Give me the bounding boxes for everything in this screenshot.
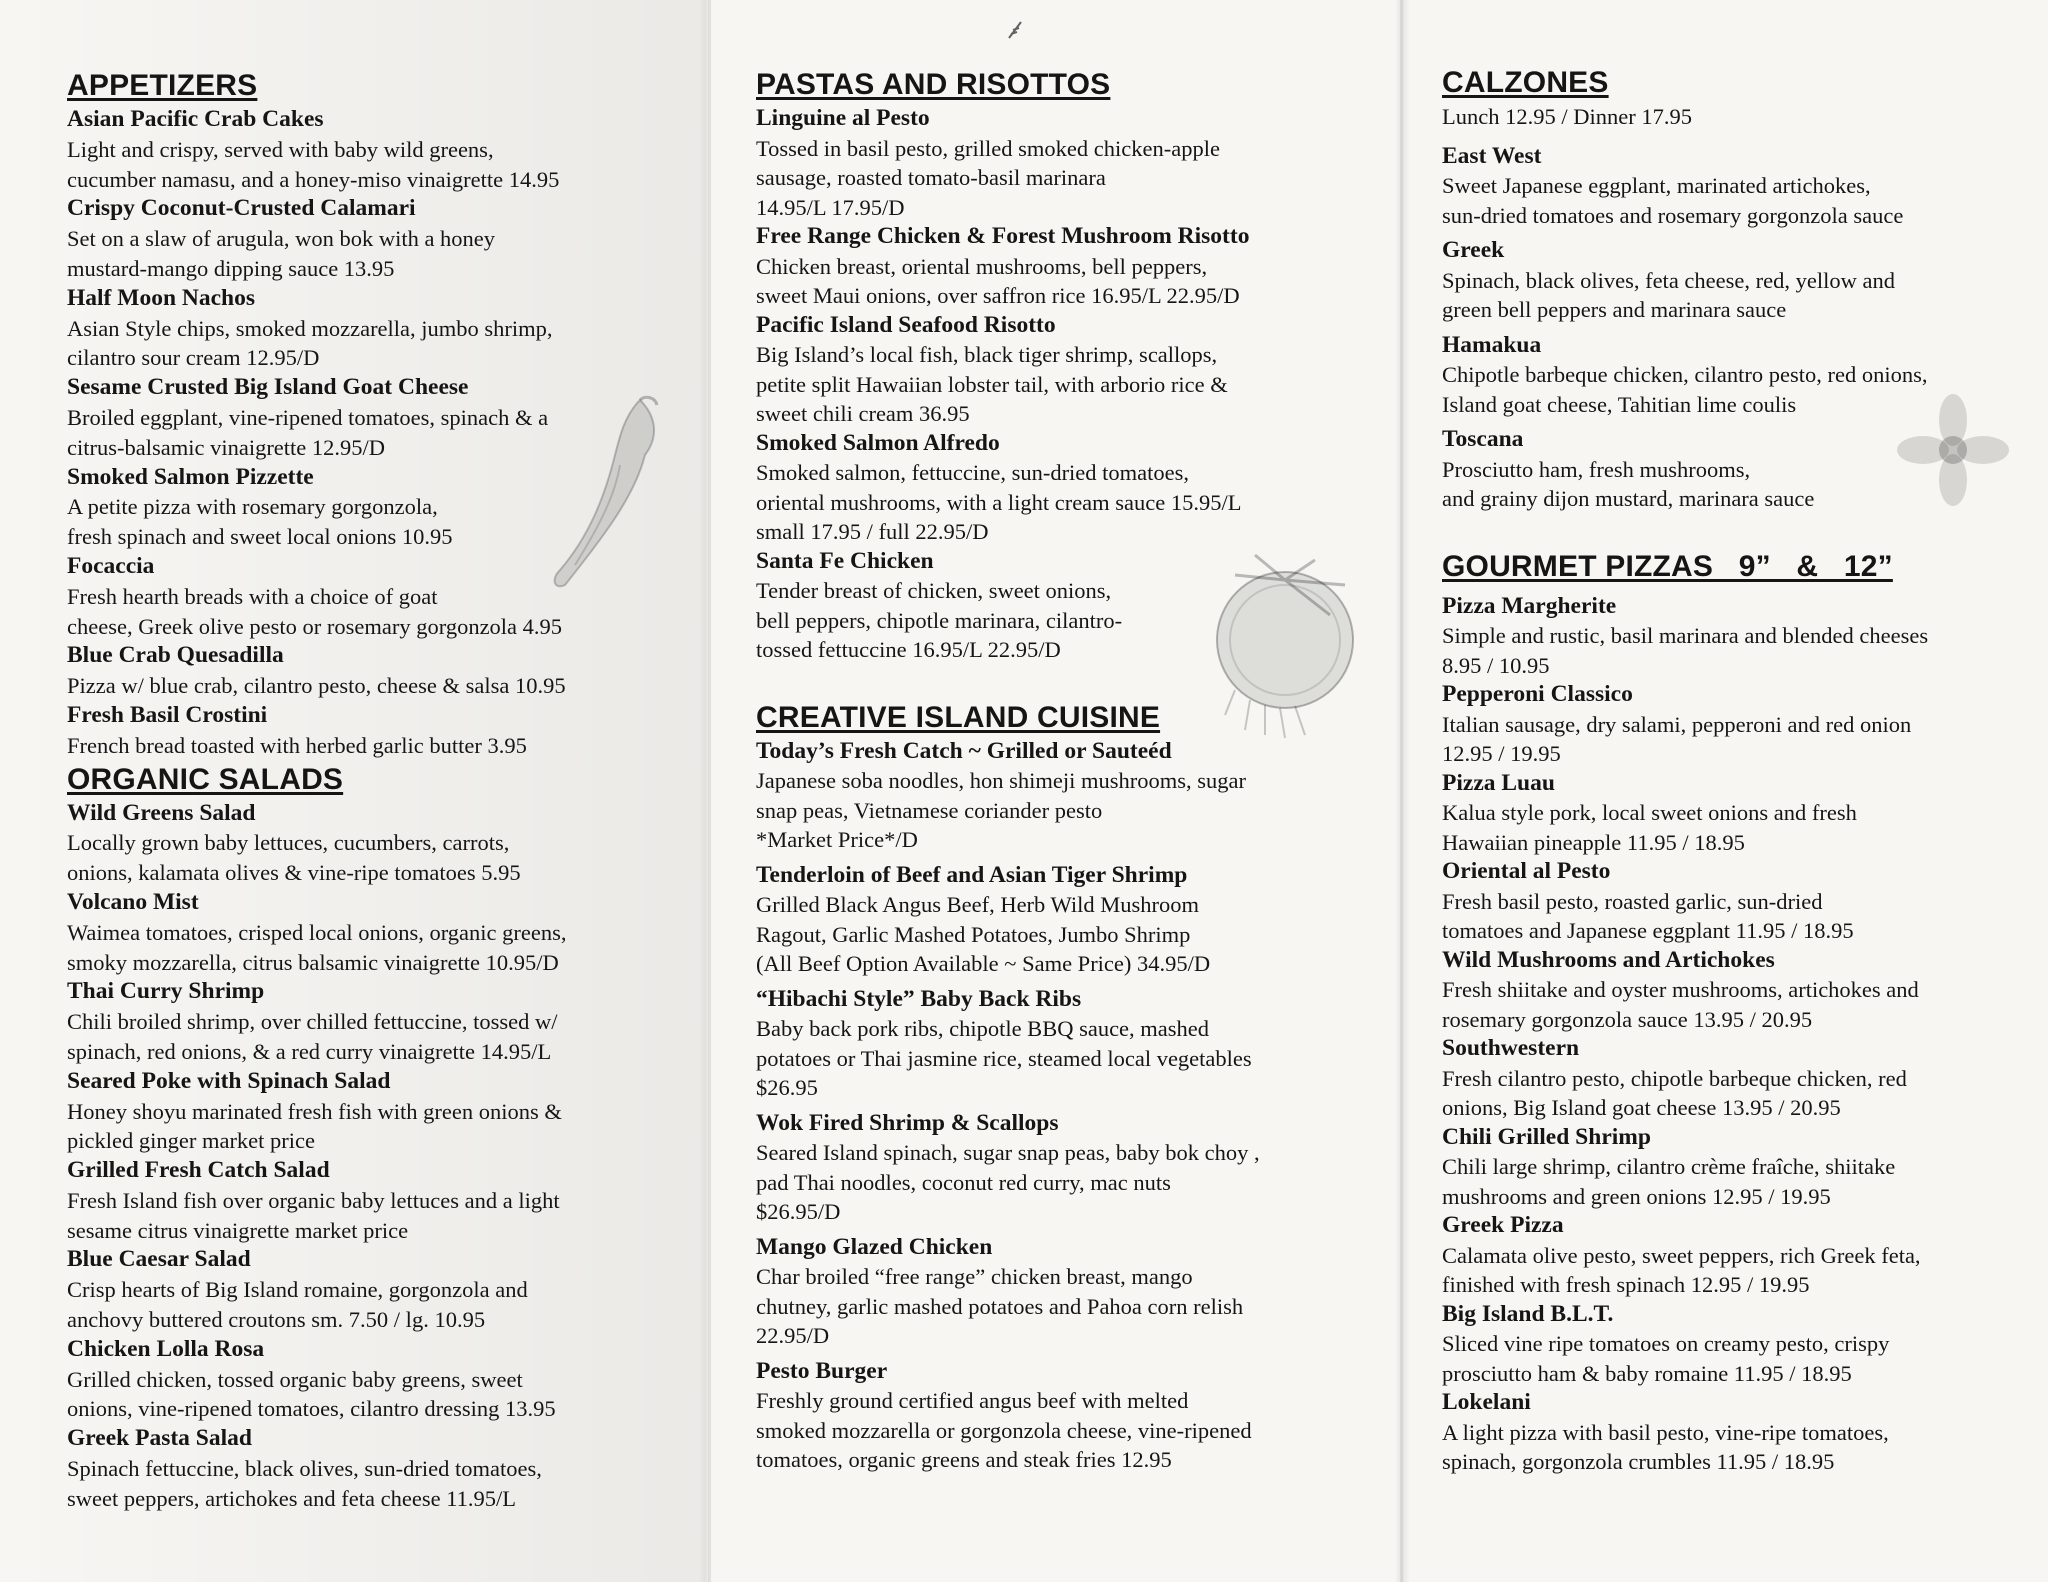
menu-item-description: Big Island’s local fish, black tiger shrimp, scallops, petite split Hawaiian lobster tail, with arborio rice & sweet chili cream 36.95 xyxy=(756,342,1228,426)
menu-item xyxy=(1442,1034,2032,1123)
menu-item-description: Chicken breast, oriental mushrooms, bell peppers, sweet Maui onions, over saffron rice 16.95/L 22.95/D xyxy=(756,253,1240,308)
menu-item xyxy=(1442,1211,2032,1300)
menu-item-name: “Hibachi Style” Baby Back Ribs xyxy=(756,985,1082,1012)
calzones-heading: CALZONES xyxy=(1442,66,1609,99)
menu-item-description: Prosciutto ham, fresh mushrooms, and grainy dijon mustard, marinara sauce xyxy=(1442,456,1815,511)
menu-item-description: Set on a slaw of arugula, won bok with a honey mustard-mango dipping sauce 13.95 xyxy=(67,226,496,281)
menu-item-description: A petite pizza with rosemary gorgonzola, fresh spinach and sweet local onions 10.95 xyxy=(67,494,453,550)
menu-item-description: Chili broiled shrimp, over chilled fettuccine, tossed w/ spinach, red onions, & a red curry vinaigrette 14.95/L xyxy=(67,1009,558,1064)
menu-item-name: Chicken Lolla Rosa xyxy=(67,1335,265,1362)
menu-item-name: Blue Crab Quesadilla xyxy=(67,642,284,669)
menu-item-description: Fresh hearth breads with a choice of goat cheese, Greek olive pesto or rosemary gorgonzola 4.95 xyxy=(67,583,563,639)
menu-item xyxy=(67,1245,667,1334)
calzones-section xyxy=(1442,64,2032,514)
menu-item-description: A light pizza with basil pesto, vine-ripe tomatoes, spinach, gorgonzola crumbles 11.95 / 18.95 xyxy=(1442,1419,1889,1474)
menu-item-name: Thai Curry Shrimp xyxy=(67,978,265,1005)
menu-item-description: Japanese soba noodles, hon shimeji mushrooms, sugar snap peas, Vietnamese coriander pesto *Market Price*/D xyxy=(756,768,1246,852)
menu-item xyxy=(67,463,667,552)
menu-item xyxy=(756,985,1356,1103)
menu-item xyxy=(1442,425,2032,514)
menu-item-name: Chili Grilled Shrimp xyxy=(1442,1123,1651,1150)
menu-item-name: Santa Fe Chicken xyxy=(756,547,934,574)
menu-item xyxy=(67,284,667,373)
menu-item-name: Pacific Island Seafood Risotto xyxy=(756,311,1056,338)
menu-item-description: Fresh Island fish over organic baby lettuces and a light sesame citrus vinaigrette market price xyxy=(67,1187,560,1243)
menu-item xyxy=(756,104,1356,222)
menu-item xyxy=(1442,236,2032,325)
menu-item-name: Tenderloin of Beef and Asian Tiger Shrimp xyxy=(756,861,1188,888)
menu-item-description: Char broiled “free range” chicken breast, mango chutney, garlic mashed potatoes and Pahoa corn relish 22.95/D xyxy=(756,1264,1244,1348)
pastas-heading: PASTAS AND RISOTTOS xyxy=(756,68,1111,101)
menu-item-description: Italian sausage, dry salami, pepperoni and red onion 12.95 / 19.95 xyxy=(1442,711,1912,766)
menu-item-name: Fresh Basil Crostini xyxy=(67,701,268,728)
menu-item xyxy=(67,641,667,701)
salads-section xyxy=(67,761,667,1514)
menu-item-description: Spinach fettuccine, black olives, sun-dried tomatoes, sweet peppers, artichokes and feta cheese 11.95/L xyxy=(67,1456,542,1511)
pastas-list xyxy=(756,104,1356,665)
menu-item-description: Fresh basil pesto, roasted garlic, sun-dried tomatoes and Japanese eggplant 11.95 / 18.95 xyxy=(1442,888,1854,943)
menu-item-name: Pesto Burger xyxy=(756,1357,888,1384)
menu-item-name: Greek xyxy=(1442,237,1505,263)
menu-item-name: Greek Pasta Salad xyxy=(67,1425,252,1452)
menu-item-description: Crisp hearts of Big Island romaine, gorgonzola and anchovy buttered croutons sm. 7.50 / lg. 10.95 xyxy=(67,1277,528,1333)
menu-item xyxy=(67,1424,667,1513)
menu-item xyxy=(67,194,667,283)
menu-item xyxy=(756,1109,1356,1227)
menu-item-name: Focaccia xyxy=(67,552,155,579)
menu-item xyxy=(67,552,667,641)
menu-item-description: Chipotle barbeque chicken, cilantro pesto, red onions, Island goat cheese, Tahitian lime coulis xyxy=(1442,362,1928,417)
pizzas-section xyxy=(1442,548,2032,1477)
menu-item xyxy=(756,737,1356,855)
menu-item-description: Fresh cilantro pesto, chipotle barbeque chicken, red onions, Big Island goat cheese 13.95 / 20.95 xyxy=(1442,1065,1907,1120)
menu-item-name: Linguine al Pesto xyxy=(756,105,930,131)
menu-item-description: Freshly ground certified angus beef with melted smoked mozzarella or gorgonzola cheese, vine-ripened tomatoes, organic greens and steak fries 12.95 xyxy=(756,1388,1252,1472)
menu-item-description: Simple and rustic, basil marinara and blended cheeses 8.95 / 10.95 xyxy=(1442,623,1929,678)
calzones-price: Lunch 12.95 / Dinner 17.95 xyxy=(1442,104,1692,129)
menu-item-description: Broiled eggplant, vine-ripened tomatoes, spinach & a citrus-balsamic vinaigrette 12.95/D xyxy=(67,404,549,460)
menu-item-name: Pizza Margherite xyxy=(1442,592,1617,619)
menu-item-name: Smoked Salmon Pizzette xyxy=(67,463,314,490)
column-left xyxy=(67,67,667,1514)
menu-item-description: Sweet Japanese eggplant, marinated artichokes, sun-dried tomatoes and rosemary gorgonzola sauce xyxy=(1442,173,1904,228)
menu-item xyxy=(1442,857,2032,946)
menu-item-name: Seared Poke with Spinach Salad xyxy=(67,1067,391,1094)
salads-heading: ORGANIC SALADS xyxy=(67,762,344,796)
menu-item xyxy=(67,888,667,977)
menu-item-name: Lokelani xyxy=(1442,1389,1531,1415)
menu-item xyxy=(67,1156,667,1245)
menu-item-description: Tossed in basil pesto, grilled smoked chicken-apple sausage, roasted tomato-basil marinara 14.95/L 17.95/D xyxy=(756,135,1220,220)
menu-item-name: Grilled Fresh Catch Salad xyxy=(67,1157,330,1184)
menu-item xyxy=(756,429,1356,547)
menu-item-description: Pizza w/ blue crab, cilantro pesto, cheese & salsa 10.95 xyxy=(67,673,566,699)
menu-item xyxy=(67,701,667,761)
menu-item-name: Smoked Salmon Alfredo xyxy=(756,429,1000,456)
fold-line-right xyxy=(1400,0,1403,1582)
menu-item-description: Locally grown baby lettuces, cucumbers, carrots, onions, kalamata olives & vine-ripe tomatoes 5.95 xyxy=(67,830,521,886)
appetizers-heading: APPETIZERS xyxy=(67,69,258,102)
menu-item-name: Today’s Fresh Catch ~ Grilled or Sauteéd xyxy=(756,737,1172,764)
menu-item-description: Honey shoyu marinated fresh fish with green onions & pickled ginger market price xyxy=(67,1098,562,1154)
menu-item xyxy=(67,1067,667,1156)
appetizers-list xyxy=(67,105,667,761)
creative-heading: CREATIVE ISLAND CUISINE xyxy=(756,700,1161,734)
menu-item-name: Toscana xyxy=(1442,426,1524,452)
menu-item-name: Sesame Crusted Big Island Goat Cheese xyxy=(67,374,469,401)
menu-item xyxy=(1442,1300,2032,1389)
pizzas-list xyxy=(1442,592,2032,1477)
menu-item-description: Waimea tomatoes, crisped local onions, organic greens, smoky mozzarella, citrus balsamic vinaigrette 10.95/D xyxy=(67,919,567,975)
menu-item-description: Asian Style chips, smoked mozzarella, jumbo shrimp, cilantro sour cream 12.95/D xyxy=(67,315,553,371)
menu-item-description: Grilled Black Angus Beef, Herb Wild Mushroom Ragout, Garlic Mashed Potatoes, Jumbo Shrimp (All Beef Option Available ~ Same Price) 34.95/D xyxy=(756,892,1211,976)
menu-item-description: Kalua style pork, local sweet onions and fresh Hawaiian pineapple 11.95 / 18.95 xyxy=(1442,800,1857,855)
menu-item-description: Baby back pork ribs, chipotle BBQ sauce, mashed potatoes or Thai jasmine rice, steamed local vegetables $26.95 xyxy=(756,1016,1252,1100)
menu-item xyxy=(1442,1123,2032,1212)
menu-item-name: Wild Mushrooms and Artichokes xyxy=(1442,946,1775,973)
menu-item-description: Sliced vine ripe tomatoes on creamy pesto, crispy prosciutto ham & baby romaine 11.95 / 18.95 xyxy=(1442,1331,1890,1386)
menu-item xyxy=(1442,769,2032,858)
creative-list xyxy=(756,737,1356,1475)
menu-item-name: Mango Glazed Chicken xyxy=(756,1233,993,1260)
menu-item xyxy=(1442,946,2032,1035)
fold-line-left xyxy=(708,0,711,1582)
menu-item-description: Spinach, black olives, feta cheese, red, yellow and green bell peppers and marinara sauce xyxy=(1442,267,1895,322)
menu-item-name: East West xyxy=(1442,142,1542,169)
creative-section xyxy=(756,699,1356,1475)
menu-item-name: Big Island B.L.T. xyxy=(1442,1300,1614,1327)
menu-item xyxy=(67,977,667,1066)
menu-item-name: Wild Greens Salad xyxy=(67,799,256,826)
menu-item-description: French bread toasted with herbed garlic butter 3.95 xyxy=(67,732,527,758)
menu-item-name: Wok Fired Shrimp & Scallops xyxy=(756,1109,1059,1136)
menu-item-name: Crispy Coconut-Crusted Calamari xyxy=(67,195,416,222)
menu-item-name: Southwestern xyxy=(1442,1035,1580,1061)
menu-item xyxy=(756,861,1356,979)
menu-item xyxy=(756,222,1356,311)
pastas-section xyxy=(756,66,1356,665)
salads-list xyxy=(67,799,667,1514)
menu-item-name: Greek Pizza xyxy=(1442,1212,1564,1238)
menu-item xyxy=(1442,680,2032,769)
menu-item xyxy=(756,1357,1356,1475)
menu-item xyxy=(67,799,667,888)
menu-item-name: Volcano Mist xyxy=(67,888,199,915)
menu-item-name: Oriental al Pesto xyxy=(1442,858,1611,884)
menu-item xyxy=(1442,331,2032,420)
column-middle xyxy=(756,66,1356,1475)
menu-item-description: Tender breast of chicken, sweet onions, bell peppers, chipotle marinara, cilantro- tossed fettuccine 16.95/L 22.95/D xyxy=(756,578,1123,662)
menu-item xyxy=(1442,142,2032,231)
menu-item-description: Fresh shiitake and oyster mushrooms, artichokes and rosemary gorgonzola sauce 13.95 / 20.95 xyxy=(1442,977,1919,1032)
menu-item-description: Calamata olive pesto, sweet peppers, rich Greek feta, finished with fresh spinach 12.95 / 19.95 xyxy=(1442,1242,1921,1297)
menu-item-description: Light and crispy, served with baby wild greens, cucumber namasu, and a honey-miso vinaigrette 14.95 xyxy=(67,136,560,192)
menu-item-description: Smoked salmon, fettuccine, sun-dried tomatoes, oriental mushrooms, with a light cream sauce 15.95/L small 17.95 / full 22.95/D xyxy=(756,460,1242,544)
menu-item-name: Free Range Chicken & Forest Mushroom Risotto xyxy=(756,223,1250,249)
menu-item xyxy=(67,105,667,194)
menu-item xyxy=(67,373,667,462)
menu-item-name: Hamakua xyxy=(1442,331,1542,358)
menu-item xyxy=(756,1233,1356,1351)
menu-item-description: Seared Island spinach, sugar snap peas, baby bok choy , pad Thai noodles, coconut red curry, mac nuts $26.95/D xyxy=(756,1140,1260,1224)
menu-item-name: Pepperoni Classico xyxy=(1442,681,1633,707)
menu-item xyxy=(756,547,1356,665)
calzones-list xyxy=(1442,142,2032,514)
menu-item-description: Chili large shrimp, cilantro crème fraîche, shiitake mushrooms and green onions 12.95 / 19.95 xyxy=(1442,1154,1896,1209)
menu-item-name: Blue Caesar Salad xyxy=(67,1246,251,1273)
menu-item xyxy=(1442,592,2032,681)
pizzas-heading: GOURMET PIZZAS 9” & 12” xyxy=(1442,549,1893,583)
menu-item-name: Pizza Luau xyxy=(1442,769,1555,796)
menu-item xyxy=(1442,1388,2032,1477)
column-right xyxy=(1442,64,2032,1477)
appetizers-section xyxy=(67,67,667,761)
menu-item xyxy=(67,1335,667,1424)
menu-item-name: Asian Pacific Crab Cakes xyxy=(67,106,324,132)
menu-item xyxy=(756,311,1356,429)
menu-item-name: Half Moon Nachos xyxy=(67,284,255,311)
menu-item-description: Grilled chicken, tossed organic baby greens, sweet onions, vine-ripened tomatoes, cilantro dressing 13.95 xyxy=(67,1366,556,1422)
